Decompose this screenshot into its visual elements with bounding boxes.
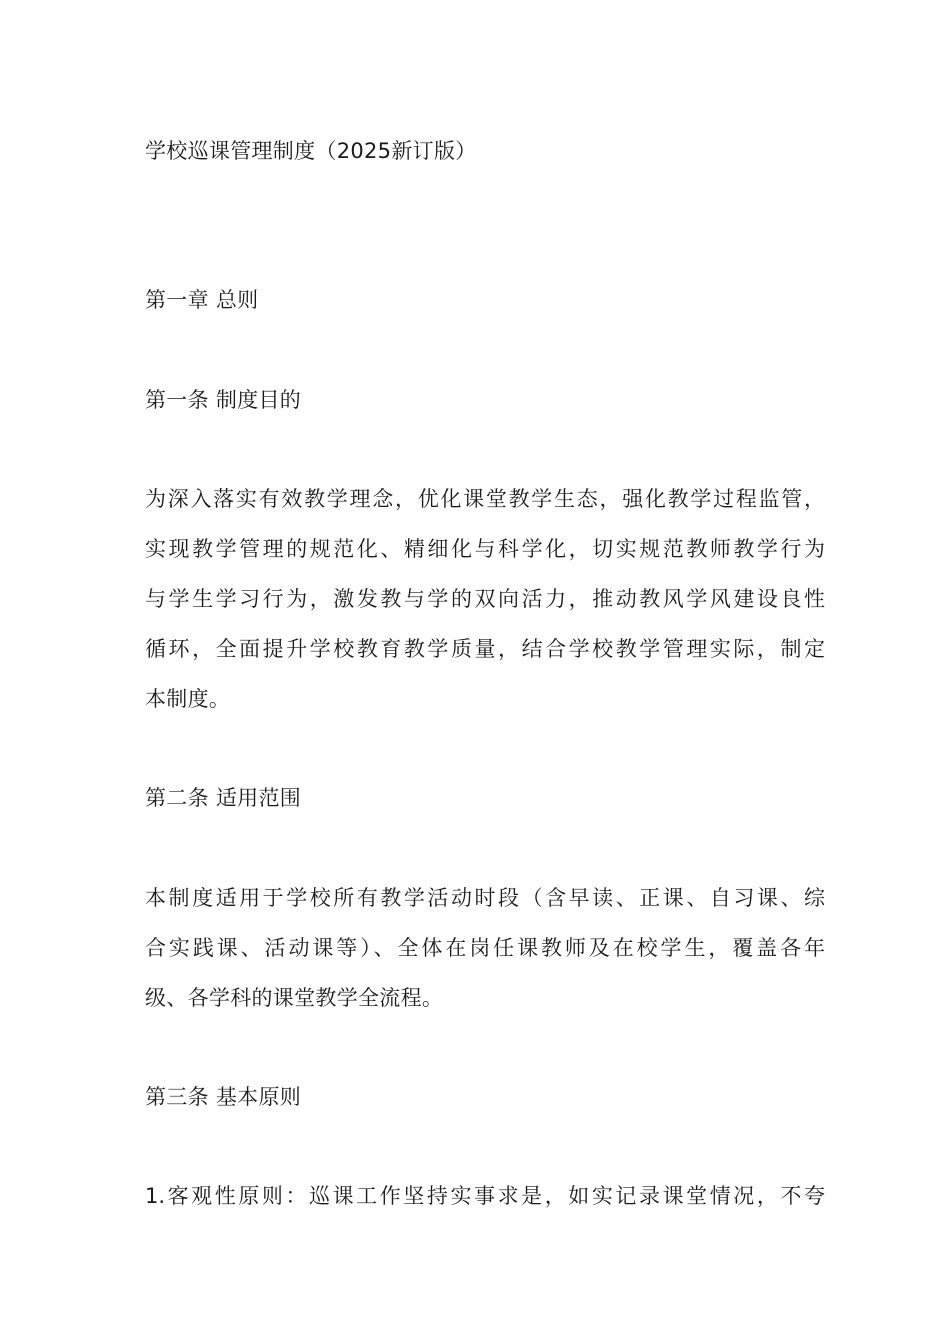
article-3-line: 1.客观性原则：巡课工作坚持实事求是，如实记录课堂情况，不夸 [145, 1184, 825, 1208]
article-2-heading: 第二条 适用范围 [145, 786, 302, 810]
article-1-line: 为深入落实有效教学理念，优化课堂教学生态，强化教学过程监管， [145, 487, 825, 511]
article-3-heading: 第三条 基本原则 [145, 1085, 302, 1109]
article-2-line: 本制度适用于学校所有教学活动时段（含早读、正课、自习课、综 [145, 886, 825, 910]
article-2-line: 合实践课、活动课等）、全体在岗任课教师及在校学生，覆盖各年 [145, 936, 825, 960]
article-1-heading: 第一条 制度目的 [145, 388, 302, 412]
article-1-line: 与学生学习行为，激发教与学的双向活力，推动教风学风建设良性 [145, 587, 825, 611]
article-2-line: 级、各学科的课堂教学全流程。 [145, 986, 444, 1010]
document-title: 学校巡课管理制度（2025新订版） [145, 139, 477, 163]
chapter-heading: 第一章 总则 [145, 288, 259, 312]
article-1-line: 本制度。 [145, 687, 231, 711]
article-1-line: 实现教学管理的规范化、精细化与科学化，切实规范教师教学行为 [145, 537, 825, 561]
article-1-line: 循环，全面提升学校教育教学质量，结合学校教学管理实际，制定 [145, 637, 825, 661]
